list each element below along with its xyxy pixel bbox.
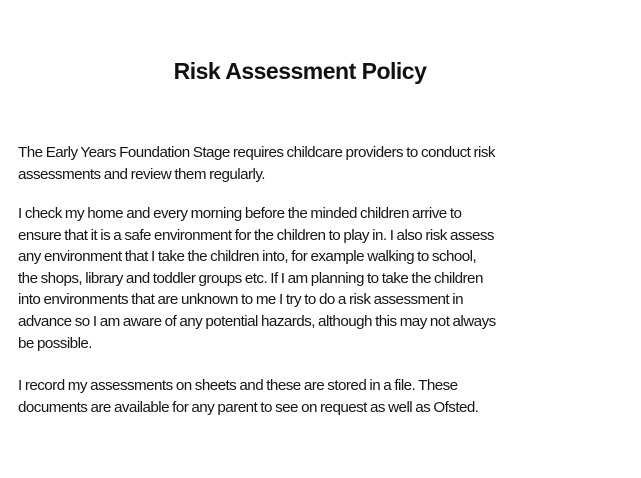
paragraph-line: be possible. xyxy=(18,334,92,352)
paragraph-line: documents are available for any parent to see on request as well as Ofsted. xyxy=(18,398,479,416)
paragraph-line: the shops, library and toddler groups etc. If I am planning to take the children xyxy=(18,269,483,287)
paragraph-line: assessments and review them regularly. xyxy=(18,165,265,183)
paragraph-line: The Early Years Foundation Stage requires childcare providers to conduct risk xyxy=(18,144,495,161)
page-title: Risk Assessment Policy xyxy=(173,58,427,85)
paragraph-records xyxy=(18,375,593,418)
paragraph-line: ensure that it is a safe environment for the children to play in. I also risk assess xyxy=(18,226,494,244)
paragraph-line: into environments that are unknown to me I try to do a risk assessment in xyxy=(18,291,463,309)
paragraph-line: I check my home and every morning before the minded children arrive to xyxy=(18,205,462,222)
paragraph-line: any environment that I take the children into, for example walking to school, xyxy=(18,248,477,266)
paragraph-line: I record my assessments on sheets and these are stored in a file. These xyxy=(18,377,458,394)
paragraph-daily-checks xyxy=(18,203,593,354)
paragraph-line: advance so I am aware of any potential hazards, although this may not always xyxy=(18,312,496,330)
paragraph-eyfs-requirement xyxy=(18,142,593,185)
